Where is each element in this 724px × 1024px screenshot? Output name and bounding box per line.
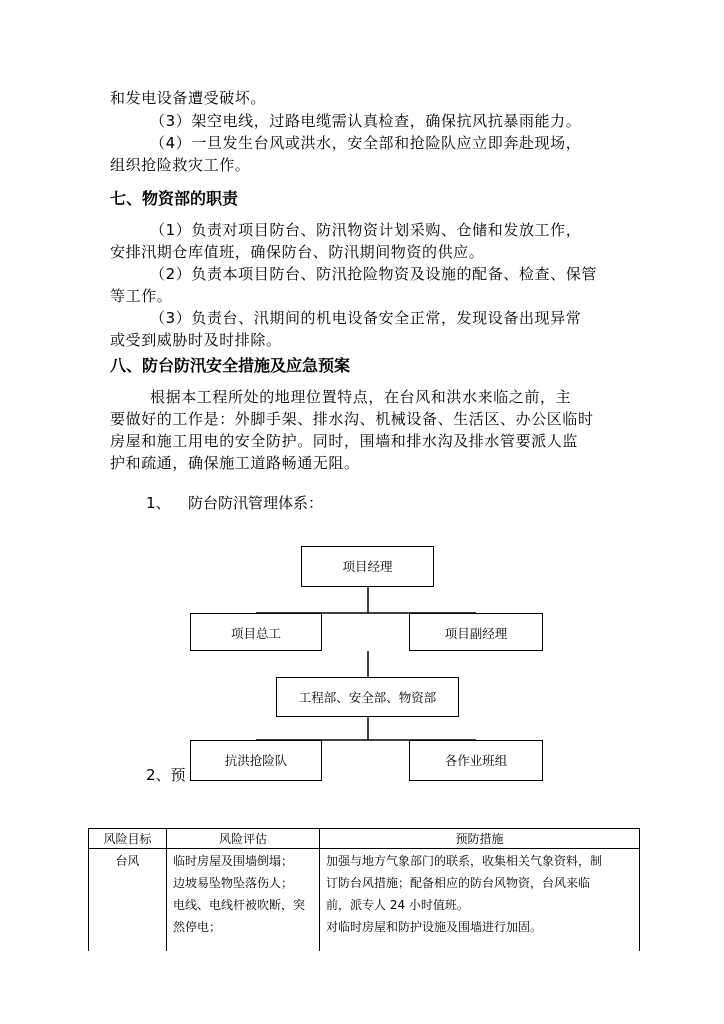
measure-line: 加强与地方气象部门的联系，收集相关气象资料，制 bbox=[326, 854, 603, 868]
header-prevention: 预防措施 bbox=[320, 829, 640, 849]
assessment-line: 然停电； bbox=[173, 920, 222, 934]
paragraph-line: 房屋和施工用电的安全防护。同时，围墙和排水沟及排水管要派人监 bbox=[110, 432, 579, 450]
org-box-deputy-manager: 项目副经理 bbox=[409, 613, 543, 651]
subsection-2-heading: 2、预 bbox=[146, 766, 186, 784]
paragraph-line: 护和疏通，确保施工道路畅通无阻。 bbox=[110, 454, 360, 472]
org-box-chief-engineer: 项目总工 bbox=[190, 613, 322, 651]
section-8-title: 八、防台防汛安全措施及应急预案 bbox=[110, 356, 351, 375]
paragraph-line: （3）架空电线，过路电缆需认真检查，确保抗风抗暴雨能力。 bbox=[150, 112, 582, 130]
paragraph-line: （1）负责对项目防台、防汛物资计划采购、仓储和发放工作， bbox=[150, 221, 582, 239]
paragraph-line: 组织抢险救灾工作。 bbox=[110, 156, 251, 174]
paragraph-line: 安排汛期仓库值班，确保防台、防汛期间物资的供应。 bbox=[110, 243, 485, 261]
cell-assessment bbox=[167, 849, 320, 952]
org-box-flood-team: 抗洪抢险队 bbox=[190, 740, 322, 781]
cell-measures bbox=[320, 849, 640, 952]
subsection-1-number: 1、 bbox=[146, 494, 171, 512]
paragraph-line: 或受到威胁时及时排除。 bbox=[110, 331, 282, 349]
paragraph-line: 等工作。 bbox=[110, 287, 173, 305]
cell-target: 台风 bbox=[89, 849, 167, 952]
org-box-work-teams: 各作业班组 bbox=[409, 740, 543, 781]
assessment-line: 边坡易坠物坠落伤人； bbox=[173, 876, 294, 890]
paragraph-line: 要做好的工作是：外脚手架、排水沟、机械设备、生活区、办公区临时 bbox=[110, 410, 594, 428]
subsection-1-title: 防台防汛管理体系： bbox=[188, 494, 324, 512]
paragraph-line: （4）一旦发生台风或洪水，安全部和抢险队应立即奔赴现场， bbox=[150, 134, 582, 152]
paragraph-line: （2）负责本项目防台、防汛抢险物资及设施的配备、检查、保管 bbox=[150, 265, 597, 283]
assessment-line: 电线、电线杆被吹断，突 bbox=[173, 898, 306, 912]
measure-line: 订防台风措施；配备相应的防台风物资，台风来临 bbox=[326, 876, 591, 890]
measure-line: 前，派专人 24 小时值班。 bbox=[326, 898, 469, 912]
risk-table bbox=[88, 828, 640, 951]
paragraph-line: （3）负责台、汛期间的机电设备安全正常，发现设备出现异常 bbox=[150, 309, 582, 327]
paragraph-line: 和发电设备遭受破坏。 bbox=[110, 89, 267, 107]
org-box-project-manager: 项目经理 bbox=[301, 546, 434, 587]
assessment-line: 临时房屋及围墙倒塌； bbox=[173, 854, 294, 868]
header-risk-target: 风险目标 bbox=[89, 829, 167, 849]
paragraph-line: 根据本工程所处的地理位置特点，在台风和洪水来临之前，主 bbox=[150, 388, 572, 406]
table-header-row bbox=[89, 829, 640, 849]
header-risk-assessment: 风险评估 bbox=[167, 829, 320, 849]
org-box-departments: 工程部、安全部、物资部 bbox=[276, 677, 459, 717]
table-row bbox=[89, 849, 640, 952]
measure-line: 对临时房屋和防护设施及围墙进行加固。 bbox=[326, 920, 543, 934]
section-7-title: 七、物资部的职责 bbox=[110, 189, 239, 208]
